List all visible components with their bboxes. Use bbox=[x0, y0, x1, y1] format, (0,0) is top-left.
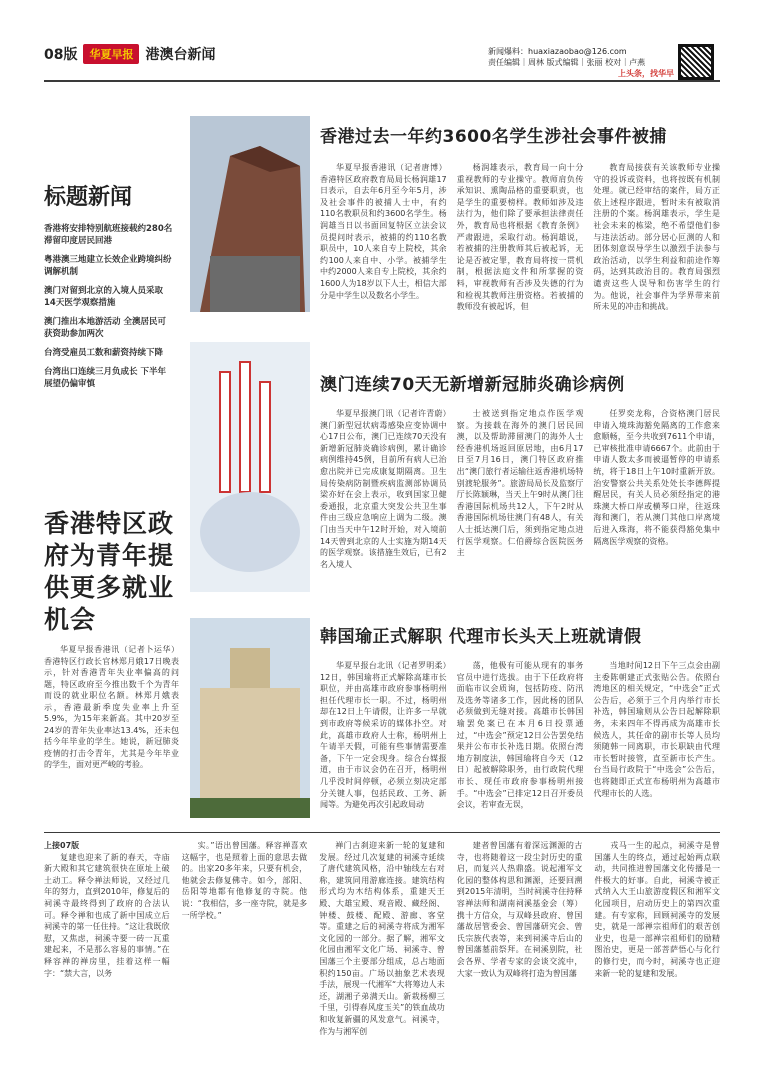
headline-sidebar bbox=[44, 180, 174, 397]
article-4-col: 实。”语出曾国藩。释容禅喜欢这幅字，也是照着上面的意思去做的。出家20多年来，只要有机会，他就会去修复佛寺。如今，部阳、岳阳等地都有他修复的寺院。他说：“我相信，多一座寺院，就是多一所学校。” bbox=[181, 841, 308, 920]
paper-logo: 华夏早报 bbox=[83, 44, 139, 64]
page-header bbox=[44, 44, 215, 64]
article-4-text: 复建也迎来了新的春天，寺庙新大殿和其它建筑很快在原址上破土动工。释令禅法师说，又经过几年的努力，直到2010年，修复后的祠溪寺最终得到了政府的合法认可。释令禅和也成了新中国成立后祠溪寺的第一任住持。“这让我既欣慰，又焦虑，祠溪寺要一砖一瓦重建起来，不是那么容易的事情。”在释容禅的禅房里，挂着这样一幅字：“禁大言，以务 bbox=[44, 852, 170, 978]
article-4-col: 禅门古刹迎来新一轮的复建和发展。经过几次复建的祠溪寺延续了唐代建筑风格，沿中轴线左右对称，建筑同用游廊连接。建筑结构形式均为木结构体系，重建天王殿、大雄宝殿、观音殿、藏经阁、钟楼、鼓楼、配殿、游廊、客堂等。重建之后的祠溪寺将成为湘军文化园的一部分。据了解，湘军文化园由湘军文化广场、祠溪寺、曾国藩三个主要部分组成，总占地面积约150亩。广场以抽象艺术表现手法，展现一代湘军“大将筹边人未还，湖湘子弟满天山。新栽杨柳三千里，引得春风度玉关”的铁血战功和收复新疆的风发意气。祠溪寺，作为与湘军创 bbox=[319, 841, 445, 1036]
article-3-body bbox=[320, 660, 720, 811]
sidebar-item[interactable]: 台湾受雇员工数和薪资持续下降 bbox=[44, 348, 164, 358]
feature-headline: 香港特区政府为青年提供更多就业机会 bbox=[44, 509, 175, 634]
motto: 上头条，找华早 bbox=[618, 69, 674, 78]
feature-body: 华夏早报香港讯（记者卜运华）香港特区行政长官林郑月娥17日晚表示，针对香港青年失业率偏高的问题，特区政府至今推出数千个为青年而设的就业职位名额。林郑月娥表示，香港最新季度失业率上升至5.9%，为15年来新高。其中20岁至24岁的青年失业率达13.4%，还未包括今年毕业的学生。她说，新冠肺炎疫情的打击令青年，尤其是今年毕业的学生，面对更严峻的考验。 bbox=[44, 645, 179, 769]
sidebar-list bbox=[44, 223, 174, 390]
article-2-col: 任罗奕龙称，合资格澳门居民申请入境珠海豁免隔离的工作愈来愈顺畅，至今共收到7611个申请，已审核批准申请6667个。此前由于申请人数太多而被逼暂停的申请系统，将于18日上午10时重新开放。治安警察公共关系处处长李德辉提醒居民，有关人员必须经指定的港珠澳大桥口岸或横琴口岸，往返珠海和澳门，若从澳门其他口岸离境后进入珠海，将不能获得豁免集中隔离医学观察的资格。 bbox=[593, 409, 720, 546]
page-number: 08版 bbox=[44, 47, 78, 63]
article-1-col: 华夏早报香港讯（记者唐博）香港特区政府教育局局长杨润雄17日表示，自去年6月至今年5月，涉及社会事件的被捕人士中，有约110名教职员和约3600名学生。杨润雄当日以书面回复特区立法会议员提问时表示，被捕的约110名教职员中，10人来自专上院校，其余约100人来自中、小学。被捕学生中约2000人来自专上院校，其余约1600人为18岁以下人士，相信大部分是中学生以及数名小学生。 bbox=[320, 163, 447, 300]
header-info bbox=[488, 46, 674, 79]
qr-code[interactable] bbox=[678, 44, 714, 80]
article-3-title: 韩国瑜正式解职 代理市长头天上班就请假 bbox=[320, 627, 642, 647]
continued-label: 上接07版 bbox=[44, 841, 80, 850]
article-2-col: 士被送到指定地点作医学观察。为接载在海外的澳门居民回澳，以及帮助滞留澳门的海外人士经香港机场返回原居地，由6月17日至7月16日，澳门特区政府推出“澳门旅行者运输往返香港机场特别渡轮服务”。旅游局局长及监察厅厅长陈颖琳，当天上午9时从澳门往香港国际机场共12人，下午2时从香港国际机场往澳门有48人，有关人士抵达澳门后，须到指定地点进行医学观察。仁伯爵综合医院医务主 bbox=[456, 409, 584, 558]
article-4-col bbox=[44, 840, 170, 1037]
article-3-col: 荡，他极有可能从现有的事务官员中进行选拔。由于下任政府将面临市议会质询，包括防疫、防汛及选务等诸多工作，因此杨的团队必须做到无缝对接。高雄市长韩国瑜罢免案已在本月6日投票通过，“中选会”预定12日公告罢免结果并公布市长补选日期。依照台湾地方制度法，韩国瑜将自今天（12日）起被解除职务，由行政院代理市长、现任市政府参事杨明州接手。“中选会”已排定12日召开委员会议，若审查无误， bbox=[456, 661, 584, 810]
header-rule bbox=[44, 80, 720, 82]
article-2-body bbox=[320, 408, 720, 570]
continued-article bbox=[44, 840, 720, 1037]
sidebar-item[interactable]: 香港将安排特别航班接载约280名滞留印度居民回港 bbox=[44, 224, 173, 246]
tip-email: 新闻爆料：huaxiazaobao@126.com bbox=[488, 47, 627, 56]
article-3-col: 华夏早报台北讯（记者罗明柔）12日，韩国瑜将正式解除高雄市长职位，并由高雄市政府参事杨明州担任代理市长一职。不过，杨明州却在12日上午请假，让许多一早就到市政府等候采访的媒体扑空。对此，高雄市政府人士称，杨明州上午请半天假，可能有些事情需要准备，下午一定会现身。综合台媒报道，由于市议会仍在召开，杨明州几乎没时间停顿，必须立刻决定部分关键人事，包括民政、工务、新闻等。为避免再次引起政局动 bbox=[320, 661, 447, 810]
test-tube-photo bbox=[190, 342, 310, 592]
sidebar-item[interactable]: 台湾出口连续三月负成长 下半年展望仍偏审慎 bbox=[44, 367, 166, 389]
article-1-body bbox=[320, 162, 720, 313]
article-4-col: 戎马一生的起点，祠溪寺是曾国藩人生的终点，通过起始两点联动，共同推进曾国藩文化传播是一件极大的好事。自此，祠溪寺被正式纳入大王山旅游度假区和湘军文化园项目，启动历史上的第四次重建。有专家称，回顾祠溪寺的发展史，就是一部禅宗祖师们的艰苦创业史，也是一部禅宗祖师们的励精图治史，更是一部菩萨悟心与化行的修行史，而今时，祠溪寺也正迎来新一轮的复建和发展。 bbox=[594, 841, 720, 978]
city-hall-photo bbox=[190, 618, 310, 818]
article-1-col: 杨润雄表示，教育局一向十分重视教师的专业操守。教师肩负传承知识、熏陶品格的重要职责，也是学生的重要榜样。教师如涉及违法行为，他们除了要承担法律责任外，教育局也将根据《教育条例》严肃跟进，采取行动。杨润雄说，若被捕的注册教师其后被起诉，无论是否被定罪，教育局将按一贯机制，根据法庭文件和所掌握的资料，审视教师有否涉及失德的行为和检视其教师注册资格。若被捕的教师没有被起诉，但 bbox=[456, 163, 584, 312]
sidebar-title: 标题新闻 bbox=[44, 185, 133, 210]
feature-story bbox=[44, 508, 179, 771]
article-2-col: 华夏早报澳门讯（记者许青蔚）澳门新型冠状病毒感染应变协调中心17日公布，澳门已连续70天没有新增新冠肺炎确诊病例，累计确诊病例维持45例，目前所有病人已治愈出院并已完成康复期隔离。卫生局传染病防制暨疾病监测部协调员梁亦好在会上表示，收到国家卫健委通报，北京重大突发公共卫生事件由三级应急响应上调为二级。澳门由当天中午12时开始，对入境前14天曾到北京的人士实施为期14天的医学观察。该措施生效后，已有2名入境人 bbox=[320, 409, 447, 569]
article-2-title: 澳门连续70天无新增新冠肺炎确诊病例 bbox=[320, 375, 625, 395]
sidebar-item[interactable]: 粤港澳三地建立长效企业跨境纠纷调解机制 bbox=[44, 255, 172, 277]
sidebar-item[interactable]: 澳门对留到北京的入境人员采取14天医学观察措施 bbox=[44, 286, 164, 308]
article-1-title: 香港过去一年约3600名学生涉社会事件被捕 bbox=[320, 127, 667, 147]
editor-credits: 责任编辑｜周林 版式编辑｜张丽 校对｜卢燕 bbox=[488, 58, 646, 67]
article-4-col: 建者曾国藩有着深远渊源的古寺，也将随着这一段尘封历史的重启，而复兴人热鼎盛。说起湘军文化园的整体构思和渊源，还要回溯到2015年清明，当时祠溪寺住持释容禅法师和湖南祠溪基金会（筹）携十方信众，与双峰县政府、曾国藩故居管委会、曾国藩研究会、曾氏宗族代表等，来到祠溪寺后山的曾国藩墓前祭拜。在祠溪别院，社会各界、学者专家的会谈交流中，大家一致认为双峰将打造为曾国藩 bbox=[456, 841, 583, 978]
sidebar-item[interactable]: 澳门推出本地游活动 全澳居民可获资助参加两次 bbox=[44, 317, 166, 339]
building-photo bbox=[190, 116, 310, 312]
article-1-col: 教育局接获有关该教师专业操守的投诉或资料，也将按既有机制处理。就已经审结的案件，局方正依上述程序跟进，暂时未有被取消注册的个案。杨润雄表示，学生是社会未来的栋梁，绝不希望他们参与违法活动。部分居心叵测的人和团体刻意误导学生以激烈手法参与政治活动，以学生利益和前途作筹码，达到其政治目的。教育局强烈谴责这些人误导和伤害学生的行为。他说，社会事件为学界带来前所未见的冲击和挑战。 bbox=[593, 163, 720, 312]
section-title: 港澳台新闻 bbox=[145, 47, 216, 63]
bottom-rule bbox=[44, 832, 720, 833]
article-3-col: 当地时间12日下午三点会由副主委陈朝建正式张贴公告。依照台湾地区的相关规定，“中选会”正式公告后，必须于三个月内举行市长补选，韩国瑜则从公告日起解除职务，未来四年不得再成为高雄市长候选人，其任命的副市长等人员均须随韩一同离职，市长职缺由代理市长暂时接管，直至新市长产生。台当局行政院于“中选会”公告后，也将随即正式宣布杨明州为高雄市代理市长的人选。 bbox=[593, 661, 720, 798]
